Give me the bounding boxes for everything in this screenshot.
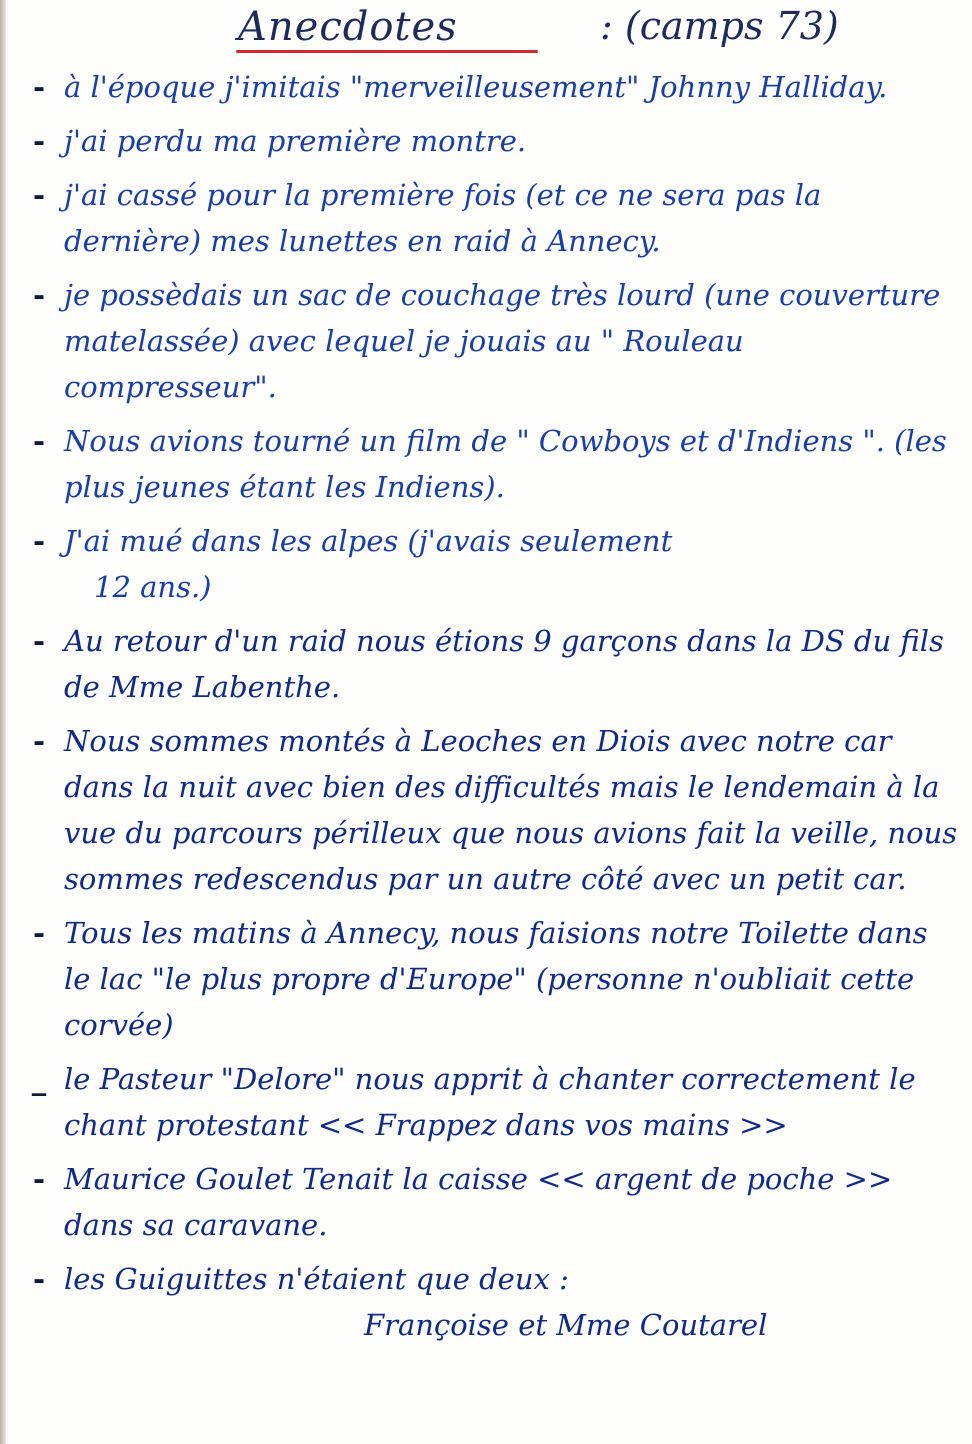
list-item-text: j'ai perdu ma première montre. <box>64 124 527 158</box>
list-item <box>12 618 962 710</box>
list-item-text: Tous les matins à Annecy, nous faisions notre Toilette dans le lac "le plus propre d'Europe" (personne n'oubliait cette corvée) <box>64 916 928 1042</box>
title-row <box>200 4 960 54</box>
list-item <box>12 172 962 264</box>
list-item <box>12 1156 962 1248</box>
anecdote-list <box>12 64 962 1356</box>
page-title: Anecdotes <box>238 4 458 50</box>
page-binding-edge <box>0 0 6 1444</box>
list-item-text: Nous sommes montés à Leoches en Diois avec notre car dans la nuit avec bien des difficultés mais le lendemain à la vue du parcours périlleux que nous avions fait la veille, nous sommes redescendus par un autre côté avec un petit car. <box>64 724 958 896</box>
bullet-dash: - <box>32 724 46 758</box>
list-item-continuation: Françoise et Mme Coutarel <box>364 1308 768 1342</box>
bullet-dash: - <box>32 1162 46 1196</box>
list-item-continuation: 12 ans.) <box>94 570 212 604</box>
list-item-text: Au retour d'un raid nous étions 9 garçons dans la DS du fils de Mme Labenthe. <box>64 624 944 704</box>
list-item-text: je possèdais un sac de couchage très lourd (une couverture matelassée) avec lequel je jouais au " Rouleau compresseur". <box>64 278 941 404</box>
list-item-text: j'ai cassé pour la première fois (et ce ne sera pas la dernière) mes lunettes en raid à Annecy. <box>64 178 822 258</box>
list-item <box>12 272 962 410</box>
list-item-text: à l'époque j'imitais "merveilleusement" Johnny Halliday. <box>64 70 888 104</box>
bullet-dash: - <box>32 70 46 104</box>
list-item-text: J'ai mué dans les alpes (j'avais seulement <box>64 524 673 558</box>
list-item-text: le Pasteur "Delore" nous apprit à chanter correctement le chant protestant << Frappez dans vos mains >> <box>64 1062 916 1142</box>
bullet-dash: - <box>32 1262 46 1296</box>
list-item <box>12 1256 962 1348</box>
bullet-dash: - <box>32 916 46 950</box>
list-item <box>12 518 962 610</box>
list-item <box>12 118 962 164</box>
title-underline <box>236 50 538 53</box>
bullet-dash: - <box>32 524 46 558</box>
bullet-dash: - <box>32 178 46 212</box>
bullet-dash: - <box>32 278 46 312</box>
list-item <box>12 64 962 110</box>
bullet-dash: - <box>32 124 46 158</box>
list-item-text: les Guiguittes n'étaient que deux : <box>64 1262 569 1296</box>
page-subtitle: : (camps 73) <box>600 4 839 48</box>
list-item-text: Nous avions tourné un film de " Cowboys et d'Indiens ". (les plus jeunes étant les Indiens). <box>64 424 947 504</box>
list-item <box>12 718 962 902</box>
bullet-dash: - <box>32 424 46 458</box>
list-item <box>12 418 962 510</box>
list-item <box>12 1056 962 1148</box>
list-item <box>12 910 962 1048</box>
bullet-dash: _ <box>31 1062 47 1096</box>
list-item-text: Maurice Goulet Tenait la caisse << argent de poche >> dans sa caravane. <box>64 1162 893 1242</box>
bullet-dash: - <box>32 624 46 658</box>
